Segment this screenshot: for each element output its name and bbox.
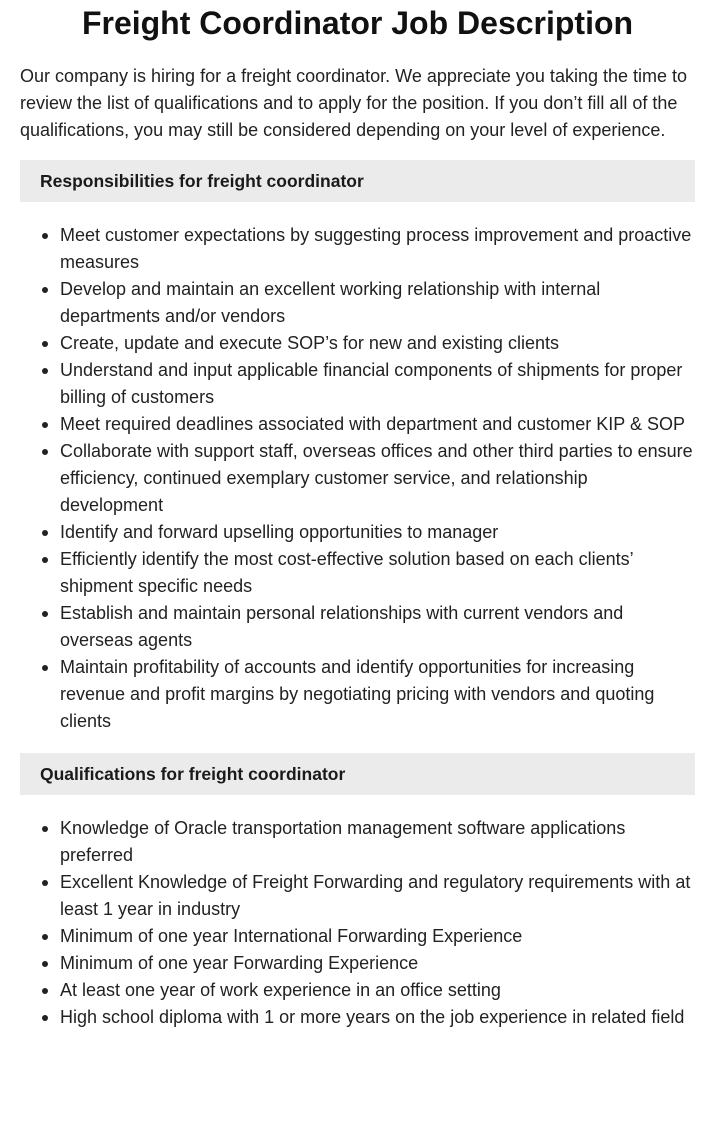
list-item: Understand and input applicable financial components of shipments for proper billing of customers xyxy=(60,357,695,411)
intro-paragraph: Our company is hiring for a freight coordinator. We appreciate you taking the time to review the list of qualifications and to apply for the position. If you don’t fill all of the qualifications, you may still be considered depending on your level of experience. xyxy=(20,66,688,140)
qualifications-list xyxy=(20,815,695,1031)
list-item: Create, update and execute SOP’s for new and existing clients xyxy=(60,330,695,357)
list-item: Minimum of one year International Forwarding Experience xyxy=(60,923,695,950)
list-item: Identify and forward upselling opportunities to manager xyxy=(60,519,695,546)
list-item: Meet customer expectations by suggesting process improvement and proactive measures xyxy=(60,222,695,276)
list-item: Maintain profitability of accounts and identify opportunities for increasing revenue and profit margins by negotiating pricing with vendors and quoting clients xyxy=(60,654,695,735)
list-item: Collaborate with support staff, overseas offices and other third parties to ensure efficiency, continued exemplary customer service, and relationship development xyxy=(60,438,695,519)
responsibilities-list xyxy=(20,222,695,735)
page-title: Freight Coordinator Job Description xyxy=(81,5,634,41)
list-item: High school diploma with 1 or more years on the job experience in related field xyxy=(60,1004,695,1031)
list-item: At least one year of work experience in an office setting xyxy=(60,977,695,1004)
responsibilities-heading: Responsibilities for freight coordinator xyxy=(20,160,695,202)
list-item: Efficiently identify the most cost-effective solution based on each clients’ shipment specific needs xyxy=(60,546,695,600)
qualifications-heading: Qualifications for freight coordinator xyxy=(20,753,695,795)
list-item: Knowledge of Oracle transportation management software applications preferred xyxy=(60,815,695,869)
list-item: Establish and maintain personal relationships with current vendors and overseas agents xyxy=(60,600,695,654)
list-item: Minimum of one year Forwarding Experience xyxy=(60,950,695,977)
list-item: Excellent Knowledge of Freight Forwarding and regulatory requirements with at least 1 year in industry xyxy=(60,869,695,923)
list-item: Meet required deadlines associated with department and customer KIP & SOP xyxy=(60,411,695,438)
list-item: Develop and maintain an excellent working relationship with internal departments and/or vendors xyxy=(60,276,695,330)
